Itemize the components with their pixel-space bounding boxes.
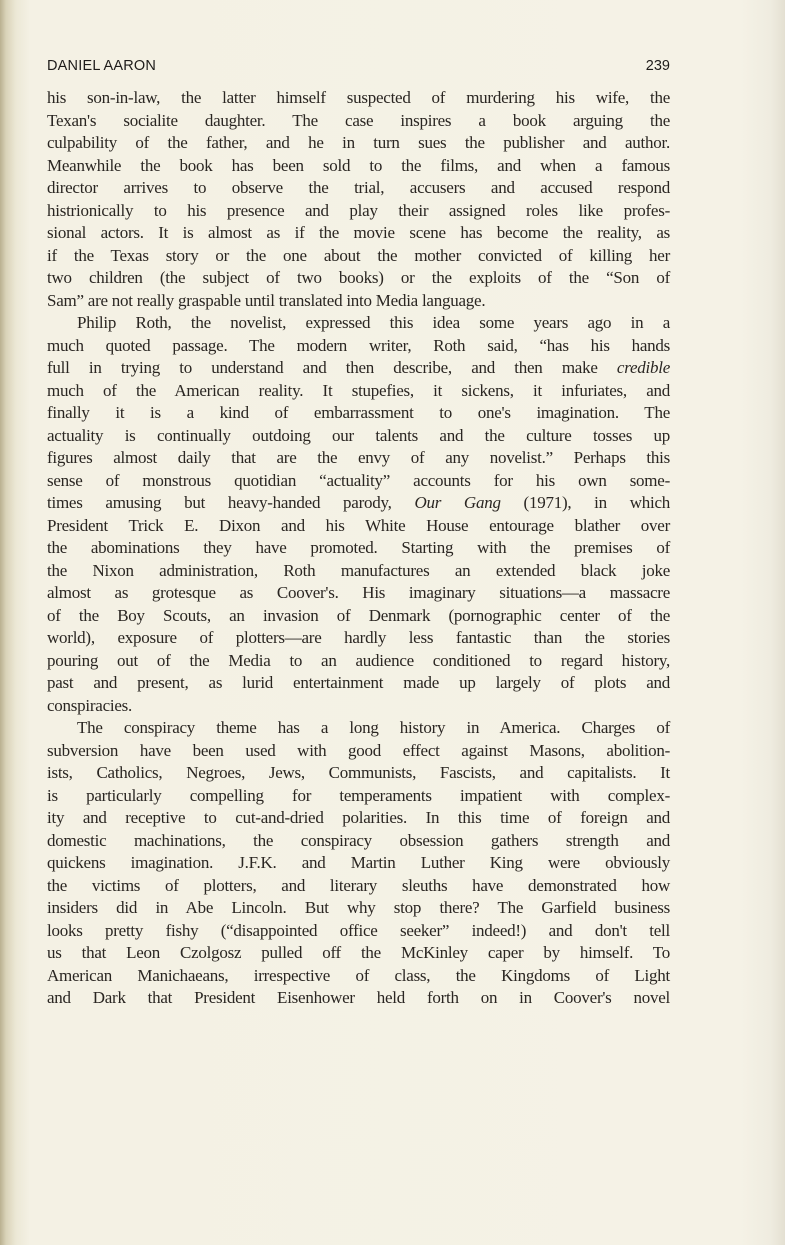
text-segment: world), exposure of plotters—are hardly less fantastic than the stories [47,628,670,647]
text-line [47,515,670,538]
text-segment: culpability of the father, and he in turn sues the publisher and author. [47,133,670,152]
text-segment: insiders did in Abe Lincoln. But why stop there? The Garfield business [47,898,670,917]
text-segment: times amusing but heavy-handed parody, [47,493,415,512]
text-segment: (1971), in which [500,493,671,512]
text-segment: conspiracies. [47,695,133,715]
text-line [47,852,670,875]
text-segment: past and present, as lurid entertainment made up largely of plots and [47,673,670,692]
text-segment: ists, Catholics, Negroes, Jews, Communists, Fascists, and capitalists. It [47,763,670,782]
text-segment: and Dark that President Eisenhower held forth on in Coover's novel [47,988,670,1007]
text-segment: director arrives to observe the trial, accusers and accused respond [47,178,670,197]
text-line [47,177,670,200]
text-line [47,290,670,313]
text-line [47,425,670,448]
text-segment: the abominations they have promoted. Starting with the premises of [47,538,670,557]
text-line [47,560,670,583]
text-segment: is particularly compelling for temperaments impatient with complex- [47,785,670,805]
text-segment: Texan's socialite daughter. The case inspires a book arguing the [47,110,670,130]
text-line [47,267,670,290]
text-line [47,155,670,178]
text-line [47,222,670,245]
text-line [47,875,670,898]
text-segment: Philip Roth, the novelist, expressed this idea some years ago in a [77,313,670,332]
text-line [47,942,670,965]
text-segment: sional actors. It is almost as if the movie scene has become the reality, as [47,223,670,242]
text-segment: quickens imagination. J.F.K. and Martin Luther King were obviously [47,853,670,872]
text-segment: much quoted passage. The modern writer, Roth said, “has his hands [47,335,670,355]
text-segment: his son-in-law, the latter himself suspected of murdering his wife, the [47,88,670,107]
text-line [47,200,670,223]
text-segment: President Trick E. Dixon and his White House entourage blather over [47,515,670,535]
text-line [47,132,670,155]
text-line [47,740,670,763]
text-segment: pouring out of the Media to an audience conditioned to regard history, [47,650,670,670]
text-line [47,695,670,718]
text-segment: domestic machinations, the conspiracy obsession gathers strength and [47,830,670,850]
text-segment: us that Leon Czolgosz pulled off the McKinley caper by himself. To [47,943,670,962]
text-line [47,245,670,268]
text-segment: the victims of plotters, and literary sleuths have demonstrated how [47,875,670,895]
running-header [47,58,670,78]
text-line [47,830,670,853]
text-segment: full in trying to understand and then describe, and then make [47,358,617,377]
text-line [47,402,670,425]
text-segment: subversion have been used with good effect against Masons, abolition- [47,740,670,760]
text-line [47,672,670,695]
text-segment: two children (the subject of two books) or the exploits of the “Son of [47,268,670,287]
text-segment: figures almost daily that are the envy of any novelist.” Perhaps this [47,448,670,467]
text-segment: American Manichaeans, irrespective of class, the Kingdoms of Light [47,965,670,985]
text-line [47,650,670,673]
text-line [47,110,670,133]
text-segment: looks pretty fishy (“disappointed office seeker” indeed!) and don't tell [47,920,670,940]
text-line [47,897,670,920]
page-number: 239 [645,58,670,74]
text-segment: The conspiracy theme has a long history in America. Charges of [77,718,670,737]
text-segment: histrionically to his presence and play their assigned roles like profes- [47,200,670,220]
text-segment: actuality is continually outdoing our talents and the culture tosses up [47,425,670,445]
text-segment: almost as grotesque as Coover's. His imaginary situations—a massacre [47,583,670,602]
text-line [47,380,670,403]
text-line [47,470,670,493]
italic-text: Our Gang [414,493,501,512]
text-line [47,537,670,560]
text-line [47,785,670,808]
text-segment: much of the American reality. It stupefies, it sickens, it infuriates, and [47,380,670,400]
running-head-author: DANIEL AARON [47,58,157,74]
italic-text: credible [616,358,670,377]
text-line [47,605,670,628]
text-line [47,87,670,110]
text-segment: finally it is a kind of embarrassment to one's imagination. The [47,403,670,422]
text-line [47,920,670,943]
text-line [47,965,670,988]
text-line [47,447,670,470]
text-segment: if the Texas story or the one about the mother convicted of killing her [47,245,670,265]
text-segment: of the Boy Scouts, an invasion of Denmark (pornographic center of the [47,605,670,625]
text-line [47,762,670,785]
text-line [47,492,670,515]
text-segment: Sam” are not really graspable until translated into Media language. [47,290,486,310]
text-line [47,357,670,380]
text-line [47,987,670,1010]
body-text [47,87,670,1010]
text-segment: ity and receptive to cut-and-dried polarities. In this time of foreign and [47,808,670,827]
text-segment: Meanwhile the book has been sold to the films, and when a famous [47,155,670,175]
text-line [47,582,670,605]
text-segment: sense of monstrous quotidian “actuality” accounts for his own some- [47,470,670,490]
text-line [47,312,670,335]
text-line [47,627,670,650]
text-line [47,335,670,358]
text-line [47,717,670,740]
text-segment: the Nixon administration, Roth manufactures an extended black joke [47,560,670,580]
text-line [47,807,670,830]
